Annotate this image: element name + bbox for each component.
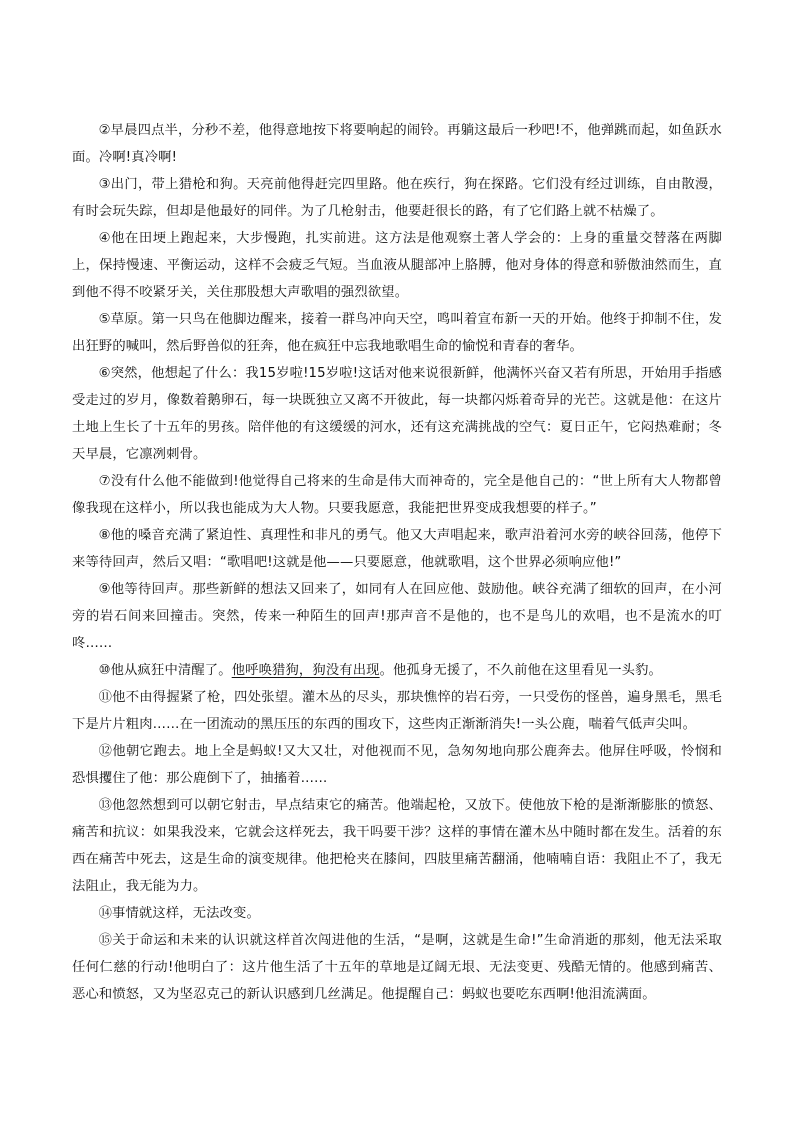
- paragraph-3: ③出门，带上猎枪和狗。天亮前他得赶完四里路。他在疾行，狗在探路。它们没有经过训练，自由散漫，有时会玩失踪，但却是他最好的同伴。为了几枪射击，他要赶很长的路，有了它们路上就不枯燥了。: [72, 177, 722, 219]
- paragraph-13: ⑬他忽然想到可以朝它射击，早点结束它的痛苦。他端起枪，又放下。使他放下枪的是渐渐膨胀的愤怒、痛苦和抗议：如果我没来，它就会这样死去，我干吗要干涉？这样的事情在灌木丛中随时都在发生。活着的东西在痛苦中死去，这是生命的演变规律。他把枪夹在膝间，四肢里痛苦翻涌，他喃喃自语：我阻止不了，我无法阻止，我无能为力。: [72, 798, 722, 894]
- underlined-sentence: 他呼唤猎狗，狗没有出现: [231, 663, 380, 678]
- paragraph-10: [72, 657, 722, 684]
- paragraph-10-lead: ⑩他从疯狂中清醒了。: [98, 663, 232, 678]
- paragraph-4: ④他在田埂上跑起来，大步慢跑，扎实前进。这方法是他观察土著人学会的：上身的重量交替落在两脚上，保持慢速、平衡运动，这样不会疲乏气短。当血液从腿部冲上胳膊，他对身体的得意和骄傲油然而生，直到他不得不咬紧牙关，关住那股想大声歌唱的强烈欲望。: [72, 231, 722, 300]
- paragraph-12: ⑫他朝它跑去。地上全是蚂蚁!又大又壮，对他视而不见，急匆匆地向那公鹿奔去。他屏住呼吸，怜悯和恐惧攫住了他：那公鹿倒下了，抽搐着……: [72, 744, 722, 786]
- paragraph-6: ⑥突然，他想起了什么：我15岁啦!15岁啦!这话对他来说很新鲜，他满怀兴奋又若有所思，开始用手指感受走过的岁月，像数着鹅卵石，每一块既独立又离不开彼此，每一块都闪烁着奇异的光芒。这就是他：在这片土地上生长了十五年的男孩。陪伴他的有这缓缓的河水，还有这充满挑战的空气：夏日正午，它闷热难耐；冬天早晨，它凛冽刺骨。: [72, 366, 722, 462]
- paragraph-11: ⑪他不由得握紧了枪，四处张望。灌木丛的尽头，那块憔悴的岩石旁，一只受伤的怪兽，遍身黑毛，黑毛下是片片粗肉……在一团流动的黑压压的东西的围攻下，这些肉正渐渐消失!一头公鹿，喘着气低声尖叫。: [72, 690, 722, 732]
- paragraph-14: ⑭事情就这样，无法改变。: [98, 906, 260, 921]
- paragraph-2: ②早晨四点半，分秒不差，他得意地按下将要响起的闹铃。再躺这最后一秒吧!不，他弹跳而起，如鱼跃水面。冷啊!真冷啊!: [72, 123, 722, 165]
- paragraph-10-rest: 。他孤身无援了，不久前他在这里看见一头豹。: [379, 663, 662, 678]
- paragraph-15: ⑮关于命运和未来的认识就这样首次闯进他的生活，“是啊，这就是生命!”生命消逝的那刻，他无法采取任何仁慈的行动!他明白了：这片他生活了十五年的草地是辽阔无垠、无法变更、残酷无情的。他感到痛苦、恶心和愤怒，又为坚忍克己的新认识感到几丝满足。他提醒自己：蚂蚁也要吃东西啊!他泪流满面。: [72, 933, 722, 1002]
- paragraph-7: ⑦没有什么他不能做到!他觉得自己将来的生命是伟大而神奇的，完全是他自己的：“世上所有大人物都曾像我现在这样小，所以我也能成为大人物。只要我愿意，我能把世界变成我想要的样子。”: [72, 474, 722, 516]
- paragraph-5: ⑤草原。第一只鸟在他脚边醒来，接着一群鸟冲向天空，鸣叫着宣布新一天的开始。他终于抑制不住，发出狂野的喊叫，然后野兽似的狂奔，他在疯狂中忘我地歌唱生命的愉悦和青春的奢华。: [72, 312, 722, 354]
- paragraph-8: ⑧他的嗓音充满了紧迫性、真理性和非凡的勇气。他又大声唱起来，歌声沿着河水旁的峡谷回荡，他停下来等待回声，然后又唱：“歌唱吧!这就是他——只要愿意，他就歌唱，这个世界必须响应他!”: [72, 528, 722, 570]
- paragraph-9: ⑨他等待回声。那些新鲜的想法又回来了，如同有人在回应他、鼓励他。峡谷充满了细软的回声，在小河旁的岩石间来回撞击。突然，传来一种陌生的回声!那声音不是他的，也不是鸟儿的欢唱，也不是流水的叮咚……: [72, 582, 722, 651]
- article-body: [72, 117, 722, 1008]
